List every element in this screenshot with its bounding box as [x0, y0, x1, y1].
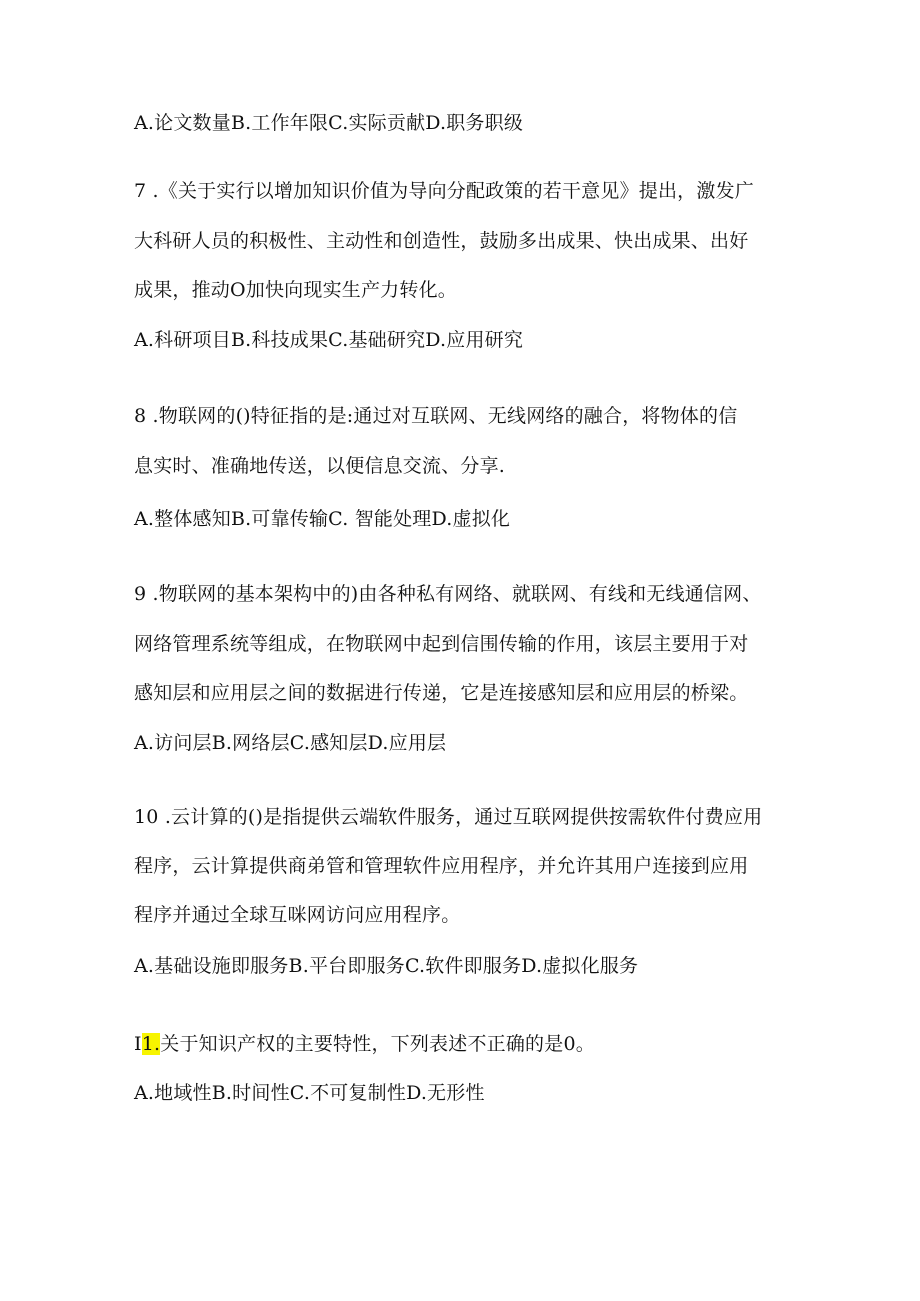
question-11-number-highlight: 1.: [141, 1033, 161, 1055]
question-10-line-1: 10 .云计算的()是指提供云端软件服务，通过互联网提供按需软件付费应用: [134, 806, 763, 828]
question-7-line-3: 成果，推动O加快向现实生产力转化。: [134, 279, 457, 301]
question-8-line-2: 息实时、准确地传送，以便信息交流、分享.: [134, 455, 506, 477]
question-9-options: A.访问层B.网络层C.感知层D.应用层: [134, 732, 447, 754]
question-7-line-2: 大科研人员的积极性、主动性和创造性，鼓励多出成果、快出成果、出好: [134, 230, 749, 252]
question-11-options: A.地域性B.时间性C.不可复制性D.无形性: [134, 1082, 485, 1104]
question-10-line-2: 程序，云计算提供商弟管和管理软件应用程序，并允许其用户连接到应用: [134, 855, 749, 877]
question-8-line-1: 8 .物联网的()特征指的是:通过对互联网、无线网络的融合，将物体的信: [134, 405, 738, 427]
question-9-line-3: 感知层和应用层之间的数据进行传递，它是连接感知层和应用层的桥梁。: [134, 682, 749, 704]
question-10-options: A.基础设施即服务B.平台即服务C.软件即服务D.虚拟化服务: [134, 955, 639, 977]
question-6-options: A.论文数量B.工作年限C.实际贡献D.职务职级: [134, 112, 524, 134]
question-11-text: 关于知识产权的主要特性，下列表述不正确的是0。: [160, 1033, 595, 1055]
question-7-options: A.科研项目B.科技成果C.基础研究D.应用研究: [134, 329, 524, 351]
question-11-number-prefix: I: [134, 1033, 142, 1055]
question-9-line-2: 网络管理系统等组成，在物联网中起到信围传输的作用，该层主要用于对: [134, 633, 749, 655]
question-9-line-1: 9 .物联网的基本架构中的)由各种私有网络、就联网、有线和无线通信网、: [134, 583, 762, 605]
question-7-line-1: 7 .《关于实行以增加知识价值为导向分配政策的若干意见》提出，激发广: [134, 180, 754, 202]
question-10-line-3: 程序并通过全球互咪网访问应用程序。: [134, 904, 461, 926]
question-11-line-1: [134, 1031, 595, 1057]
question-8-options: A.整体感知B.可靠传输C. 智能处理D.虚拟化: [134, 508, 511, 530]
